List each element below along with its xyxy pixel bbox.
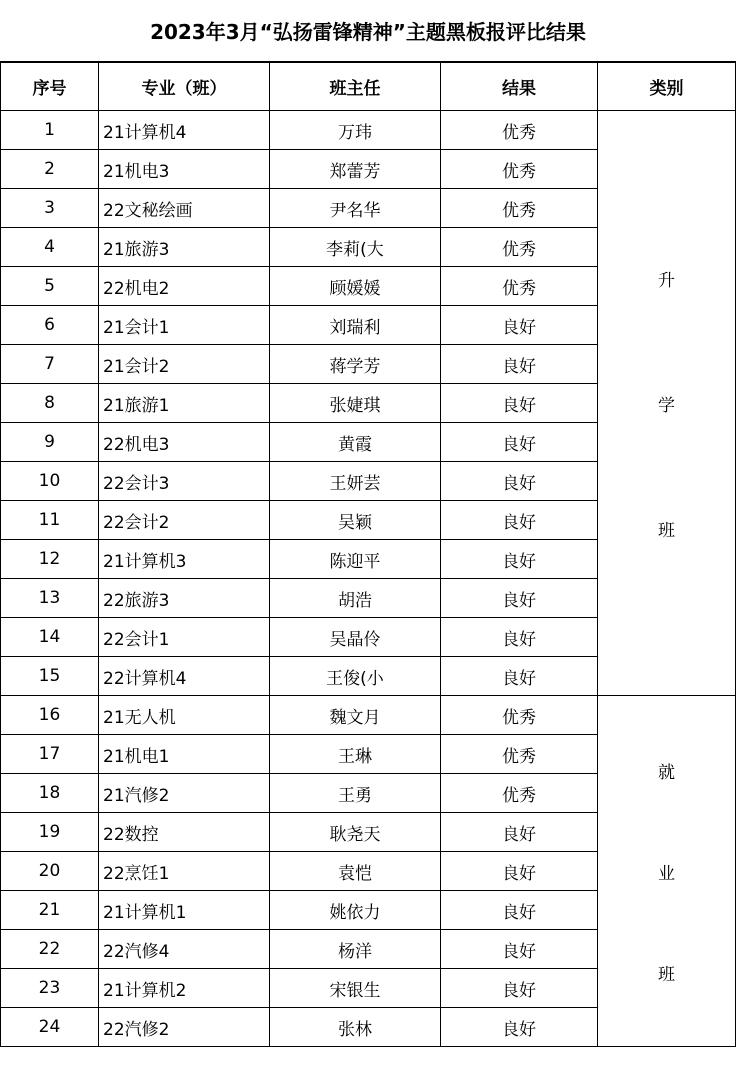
row-result: 良好: [441, 1008, 598, 1047]
row-class: 22汽修2: [99, 1008, 270, 1047]
row-result: 良好: [441, 657, 598, 696]
row-class: 22机电2: [99, 267, 270, 306]
row-teacher: 万玮: [270, 111, 441, 150]
row-class: 22机电3: [99, 423, 270, 462]
row-no: 10: [1, 462, 99, 501]
row-result: 良好: [441, 345, 598, 384]
header-class: 专业（班）: [99, 63, 270, 111]
row-teacher: 李莉(大: [270, 228, 441, 267]
row-no: 5: [1, 267, 99, 306]
row-teacher: 张林: [270, 1008, 441, 1047]
row-class: 22计算机4: [99, 657, 270, 696]
row-result: 良好: [441, 852, 598, 891]
header-no: 序号: [1, 63, 99, 111]
row-class: 21计算机3: [99, 540, 270, 579]
row-result: 良好: [441, 540, 598, 579]
row-teacher: 刘瑞利: [270, 306, 441, 345]
row-teacher: 耿尧天: [270, 813, 441, 852]
row-teacher: 蒋学芳: [270, 345, 441, 384]
row-result: 优秀: [441, 735, 598, 774]
row-no: 8: [1, 384, 99, 423]
row-result: 良好: [441, 969, 598, 1008]
row-class: 21计算机2: [99, 969, 270, 1008]
row-result: 良好: [441, 423, 598, 462]
row-class: 21旅游1: [99, 384, 270, 423]
row-class: 21计算机1: [99, 891, 270, 930]
row-no: 16: [1, 696, 99, 735]
row-teacher: 姚依力: [270, 891, 441, 930]
category-char: 学: [658, 395, 675, 416]
row-class: 22会计2: [99, 501, 270, 540]
row-teacher: 魏文月: [270, 696, 441, 735]
row-teacher: 陈迎平: [270, 540, 441, 579]
row-class: 21旅游3: [99, 228, 270, 267]
table-row: [1, 111, 736, 150]
category-char: 业: [658, 863, 675, 884]
row-no: 9: [1, 423, 99, 462]
row-no: 6: [1, 306, 99, 345]
table-row: [1, 696, 736, 735]
header-category: 类别: [598, 63, 736, 111]
row-class: 22烹饪1: [99, 852, 270, 891]
row-class: 22会计3: [99, 462, 270, 501]
row-teacher: 胡浩: [270, 579, 441, 618]
row-class: 21机电3: [99, 150, 270, 189]
row-teacher: 王勇: [270, 774, 441, 813]
row-teacher: 王琳: [270, 735, 441, 774]
row-no: 22: [1, 930, 99, 969]
row-no: 17: [1, 735, 99, 774]
row-teacher: 袁恺: [270, 852, 441, 891]
header-teacher: 班主任: [270, 63, 441, 111]
row-teacher: 郑蕾芳: [270, 150, 441, 189]
row-teacher: 顾媛媛: [270, 267, 441, 306]
row-no: 18: [1, 774, 99, 813]
row-teacher: 吴晶伶: [270, 618, 441, 657]
row-no: 19: [1, 813, 99, 852]
row-result: 优秀: [441, 774, 598, 813]
category-cell: [598, 111, 736, 696]
row-result: 良好: [441, 618, 598, 657]
category-char: 班: [658, 520, 675, 541]
row-class: 21无人机: [99, 696, 270, 735]
row-no: 1: [1, 111, 99, 150]
row-teacher: 黄霞: [270, 423, 441, 462]
row-teacher: 吴颖: [270, 501, 441, 540]
row-result: 良好: [441, 306, 598, 345]
row-class: 21会计1: [99, 306, 270, 345]
row-class: 22汽修4: [99, 930, 270, 969]
row-class: 22文秘绘画: [99, 189, 270, 228]
results-table: [0, 62, 736, 1047]
row-teacher: 宋银生: [270, 969, 441, 1008]
category-char: 升: [658, 270, 675, 291]
row-result: 良好: [441, 891, 598, 930]
category-char: 就: [658, 762, 675, 783]
row-teacher: 尹名华: [270, 189, 441, 228]
row-result: 良好: [441, 384, 598, 423]
row-no: 20: [1, 852, 99, 891]
row-class: 21汽修2: [99, 774, 270, 813]
row-teacher: 王俊(小: [270, 657, 441, 696]
row-no: 21: [1, 891, 99, 930]
row-class: 22旅游3: [99, 579, 270, 618]
row-no: 14: [1, 618, 99, 657]
row-result: 优秀: [441, 696, 598, 735]
row-teacher: 张婕琪: [270, 384, 441, 423]
row-teacher: 杨洋: [270, 930, 441, 969]
row-no: 7: [1, 345, 99, 384]
row-result: 优秀: [441, 189, 598, 228]
row-class: 21会计2: [99, 345, 270, 384]
row-result: 优秀: [441, 150, 598, 189]
row-no: 12: [1, 540, 99, 579]
row-class: 21机电1: [99, 735, 270, 774]
row-result: 良好: [441, 462, 598, 501]
row-result: 优秀: [441, 267, 598, 306]
row-no: 23: [1, 969, 99, 1008]
header-row: [1, 63, 736, 111]
row-no: 2: [1, 150, 99, 189]
row-no: 13: [1, 579, 99, 618]
row-no: 24: [1, 1008, 99, 1047]
row-class: 21计算机4: [99, 111, 270, 150]
category-cell: [598, 696, 736, 1047]
row-result: 良好: [441, 579, 598, 618]
row-result: 优秀: [441, 228, 598, 267]
header-result: 结果: [441, 63, 598, 111]
row-no: 15: [1, 657, 99, 696]
row-result: 优秀: [441, 111, 598, 150]
row-teacher: 王妍芸: [270, 462, 441, 501]
category-char: 班: [658, 964, 675, 985]
row-result: 良好: [441, 930, 598, 969]
row-no: 11: [1, 501, 99, 540]
page-title: 2023年3月“弘扬雷锋精神”主题黑板报评比结果: [0, 0, 736, 62]
row-result: 良好: [441, 501, 598, 540]
row-no: 3: [1, 189, 99, 228]
row-result: 良好: [441, 813, 598, 852]
row-class: 22会计1: [99, 618, 270, 657]
row-class: 22数控: [99, 813, 270, 852]
row-no: 4: [1, 228, 99, 267]
